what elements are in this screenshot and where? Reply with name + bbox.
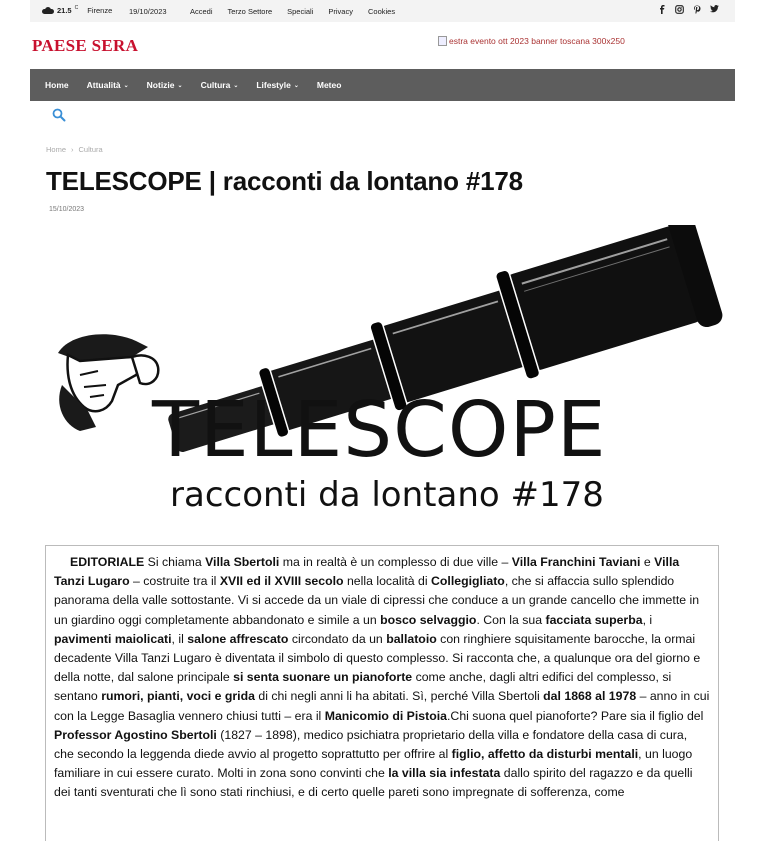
bold-text-run: Villa Sbertoli <box>205 555 280 569</box>
top-links <box>190 7 395 16</box>
nav-item-home[interactable]: Home <box>45 80 69 90</box>
link-speciali[interactable]: Speciali <box>287 7 314 16</box>
breadcrumb-separator: › <box>71 145 74 154</box>
bold-text-run: dal 1868 al 1978 <box>543 689 637 704</box>
bold-text-run: Villa Tanzi Lugaro <box>54 555 680 589</box>
bold-text-run: bosco selvaggio <box>380 612 477 627</box>
bold-text-run: ballatoio <box>386 631 437 646</box>
site-logo[interactable] <box>32 36 138 56</box>
degree-unit: C <box>74 4 79 11</box>
text-run: , i <box>642 612 653 627</box>
bold-text-run: Collegigliato <box>431 574 505 589</box>
logo-word-sera: SERA <box>91 36 139 55</box>
bold-text-run: si senta suonare un pianoforte <box>233 670 413 685</box>
text-run: – costruite tra il <box>129 574 220 589</box>
text-run: ma in realtà è un complesso di due ville – <box>279 555 512 569</box>
hero-subtitle-text: racconti da lontano #178 <box>170 475 604 515</box>
facebook-icon[interactable] <box>658 5 666 16</box>
text-run: , un luogo familiare in cui essere curato. Molti in zona sono convinti che <box>54 747 693 781</box>
bold-text-run: figlio, affetto da disturbi mentali <box>451 747 639 762</box>
bold-text-run: pavimenti maiolicati <box>54 631 172 646</box>
temperature: 21.5 <box>57 6 72 15</box>
text-run: , il <box>171 631 188 646</box>
text-run: con ringhiere squisitamente barocche, la ormai decadente Villa Tanzi Lugaro è diventata il simbolo di questo complesso. Si racconta che, a qualunque ora del giorno e della notte, dal salone principale <box>54 631 701 685</box>
current-date: 19/10/2023 <box>129 7 167 16</box>
social-links <box>658 5 719 16</box>
text-run: e <box>640 555 655 569</box>
article-paragraph <box>54 553 710 803</box>
text-run: dallo spirito del ragazzo e da quelli dei tanti sventurati che lì sono stati rinchiusi, e di certo quelle pareti sono impregnate di sofferenza, come <box>54 766 693 800</box>
text-run: , che si affaccia sullo splendido panorama della valle sottostante. Vi si accede da un viale di cipressi che conduce a un grande cancello che immette in un giardino oggi completamente abbandonato e simile a un <box>54 574 700 627</box>
text-run: di chi negli anni li ha abitati. Sì, perché Villa Sbertoli <box>254 689 544 704</box>
text-run: .Chi suona quel pianoforte? Pare sia il figlio del <box>447 708 704 723</box>
main-nav <box>30 69 735 101</box>
text-run: . Con la sua <box>476 612 546 627</box>
banner-alt-text: estra evento ott 2023 banner toscana 300x250 <box>449 36 625 46</box>
chevron-down-icon: ⌄ <box>233 82 239 89</box>
text-run: come anche, dagli altri edifici del complesso, si sentano <box>54 670 672 704</box>
nav-item-notizie[interactable]: Notizie ⌄ <box>146 80 183 90</box>
breadcrumb-cultura[interactable]: Cultura <box>78 145 103 154</box>
cloud-icon <box>42 7 54 14</box>
text-run: (1827 – 1898), medico psichiatra proprietario della villa e fondatore della casa di cura, che secondo la leggenda diede avvio al progetto soprattutto per offrire al <box>54 727 688 762</box>
breadcrumb-home[interactable]: Home <box>46 145 67 154</box>
bold-text-run: la villa sia infestata <box>388 766 501 781</box>
twitter-icon[interactable] <box>710 5 719 16</box>
nav-item-cultura[interactable]: Cultura ⌄ <box>200 80 239 90</box>
search-icon[interactable] <box>52 108 66 122</box>
logo-word-paese: PAESE <box>32 36 88 55</box>
pinterest-icon[interactable] <box>693 5 701 16</box>
weather-city: Firenze <box>87 6 113 15</box>
article-date: 15/10/2023 <box>49 206 85 213</box>
bold-text-run: salone affrescato <box>187 631 289 646</box>
bold-text-run: Villa Franchini Taviani <box>511 555 641 569</box>
link-terzo-settore[interactable]: Terzo Settore <box>227 7 273 16</box>
link-privacy[interactable]: Privacy <box>328 7 353 16</box>
article-title: TELESCOPE | racconti da lontano #178 <box>46 166 523 196</box>
bold-text-run: Professor Agostino Sbertoli <box>54 727 217 742</box>
bold-text-run: facciata superba <box>545 612 643 627</box>
chevron-down-icon: ⌄ <box>177 82 183 89</box>
text-run: – anno in cui con la Legge Basaglia vennero chiusi tutti – era il <box>54 689 710 723</box>
top-bar <box>30 0 735 22</box>
nav-item-meteo[interactable]: Meteo <box>316 80 342 90</box>
instagram-icon[interactable] <box>675 5 684 16</box>
ad-banner[interactable] <box>438 34 686 48</box>
hero-title-text: TELESCOPE <box>152 386 607 475</box>
text-run: Si chiama <box>144 555 206 569</box>
weather-widget <box>42 6 112 15</box>
bold-text-run: XVII ed il XVIII secolo <box>219 574 344 589</box>
bold-text-run: rumori, pianti, voci e grida <box>101 689 255 704</box>
nav-item-attualita[interactable]: Attualità ⌄ <box>86 80 129 90</box>
text-run: circondato da un <box>288 631 387 646</box>
broken-image-icon <box>438 36 447 46</box>
chevron-down-icon: ⌄ <box>123 82 129 89</box>
link-accedi[interactable]: Accedi <box>190 7 213 16</box>
bold-text-run: Manicomio di Pistoia <box>324 708 448 723</box>
link-cookies[interactable]: Cookies <box>367 7 396 16</box>
text-run: nella località di <box>343 574 432 589</box>
bold-text-run: EDITORIALE <box>70 555 145 569</box>
nav-item-lifestyle[interactable]: Lifestyle ⌄ <box>256 80 299 90</box>
chevron-down-icon: ⌄ <box>293 82 299 89</box>
article-body <box>45 545 719 841</box>
breadcrumb <box>46 145 103 154</box>
